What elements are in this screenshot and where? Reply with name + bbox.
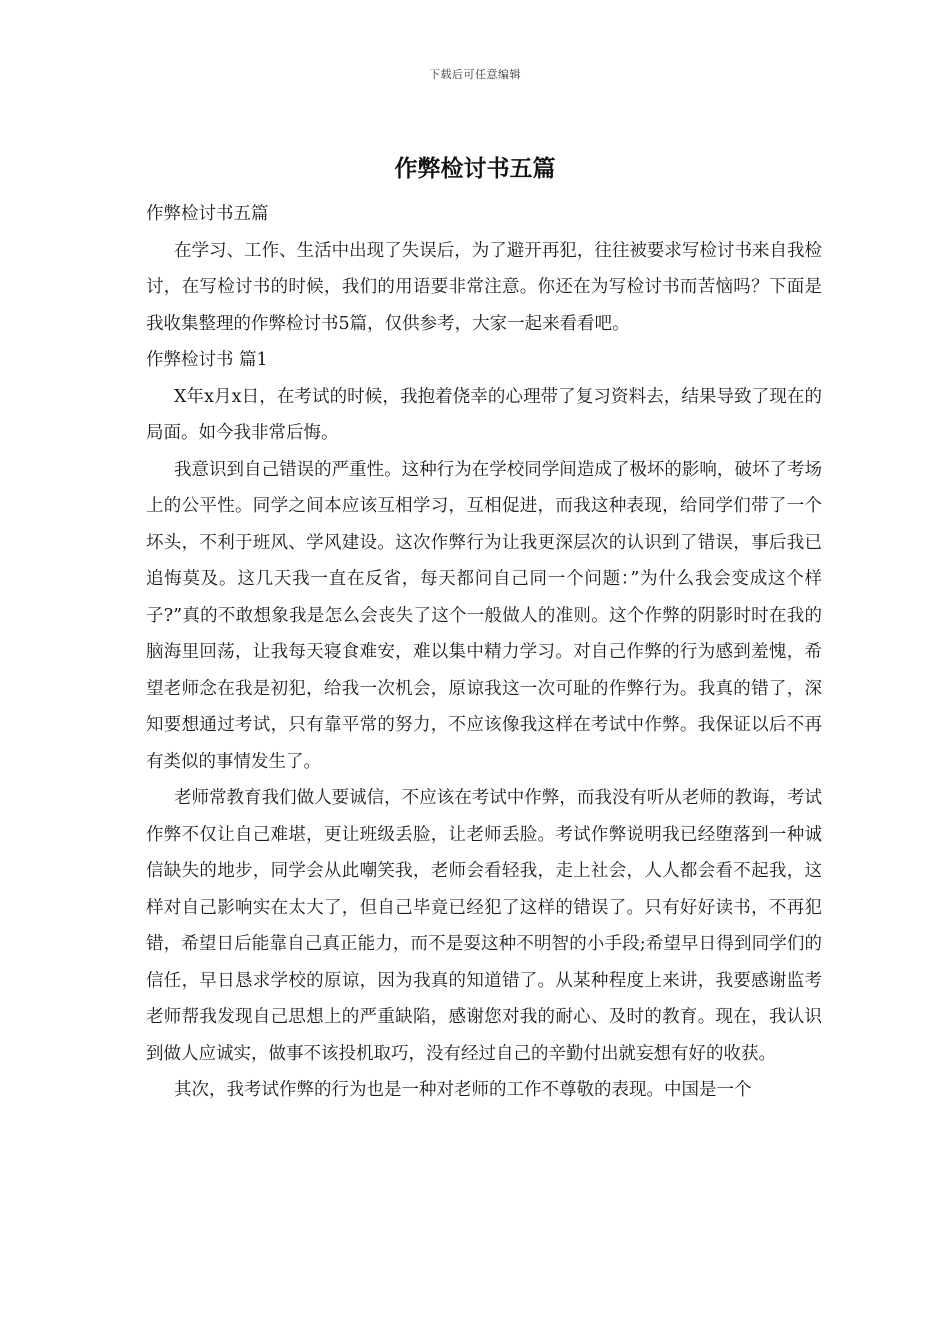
document-body bbox=[146, 196, 822, 1109]
header-note: 下载后可任意编辑 bbox=[429, 68, 521, 81]
body-paragraph: 老师常教育我们做人要诚信，不应该在考试中作弊，而我没有听从老师的教诲，考试作弊不仅让自己难堪，更让班级丢脸，让老师丢脸。考试作弊说明我已经堕落到一种诚信缺失的地步，同学会从此嘲笑我，老师会看轻我，走上社会，人人都会看不起我，这样对自己影响实在太大了，但自己毕竟已经犯了这样的错误了。只有好好读书，不再犯错，希望日后能靠自己真正能力，而不是耍这种不明智的小手段;希望早日得到同学们的信任，早日恳求学校的原谅，因为我真的知道错了。从某种程度上来讲，我要感谢监考老师帮我发现自己思想上的严重缺陷，感谢您对我的耐心、及时的教育。现在，我认识到做人应诚实，做事不该投机取巧，没有经过自己的辛勤付出就妄想有好的收获。 bbox=[146, 788, 822, 1064]
body-paragraph: X年x月x日，在考试的时候，我抱着侥幸的心理带了复习资料去，结果导致了现在的局面。如今我非常后悔。 bbox=[146, 386, 822, 443]
section-heading: 作弊检讨书 篇1 bbox=[146, 350, 268, 370]
body-paragraph: 其次，我考试作弊的行为也是一种对老师的工作不尊敬的表现。中国是一个 bbox=[174, 1080, 752, 1100]
body-paragraph: 我意识到自己错误的严重性。这种行为在学校同学间造成了极坏的影响，破坏了考场上的公平性。同学之间本应该互相学习，互相促进，而我这种表现，给同学们带了一个坏头，不利于班风、学风建设。这次作弊行为让我更深层次的认识到了错误，事后我已追悔莫及。这几天我一直在反省，每天都问自己同一个问题：”为什么我会变成这个样子?”真的不敢想象我是怎么会丧失了这个一般做人的准则。这个作弊的阴影时时在我的脑海里回荡，让我每天寝食难安，难以集中精力学习。对自己作弊的行为感到羞愧，希望老师念在我是初犯，给我一次机会，原谅我这一次可耻的作弊行为。我真的错了，深知要想通过考试，只有靠平常的努力，不应该像我这样在考试中作弊。我保证以后不再有类似的事情发生了。 bbox=[146, 459, 822, 772]
document-subtitle: 作弊检讨书五篇 bbox=[146, 204, 269, 224]
document-title: 作弊检讨书五篇 bbox=[394, 155, 556, 182]
intro-paragraph: 在学习、工作、生活中出现了失误后，为了避开再犯，往往被要求写检讨书来自我检讨，在写检讨书的时候，我们的用语要非常注意。你还在为写检讨书而苦恼吗？下面是我收集整理的作弊检讨书5篇，仅供参考，大家一起来看看吧。 bbox=[146, 240, 822, 334]
